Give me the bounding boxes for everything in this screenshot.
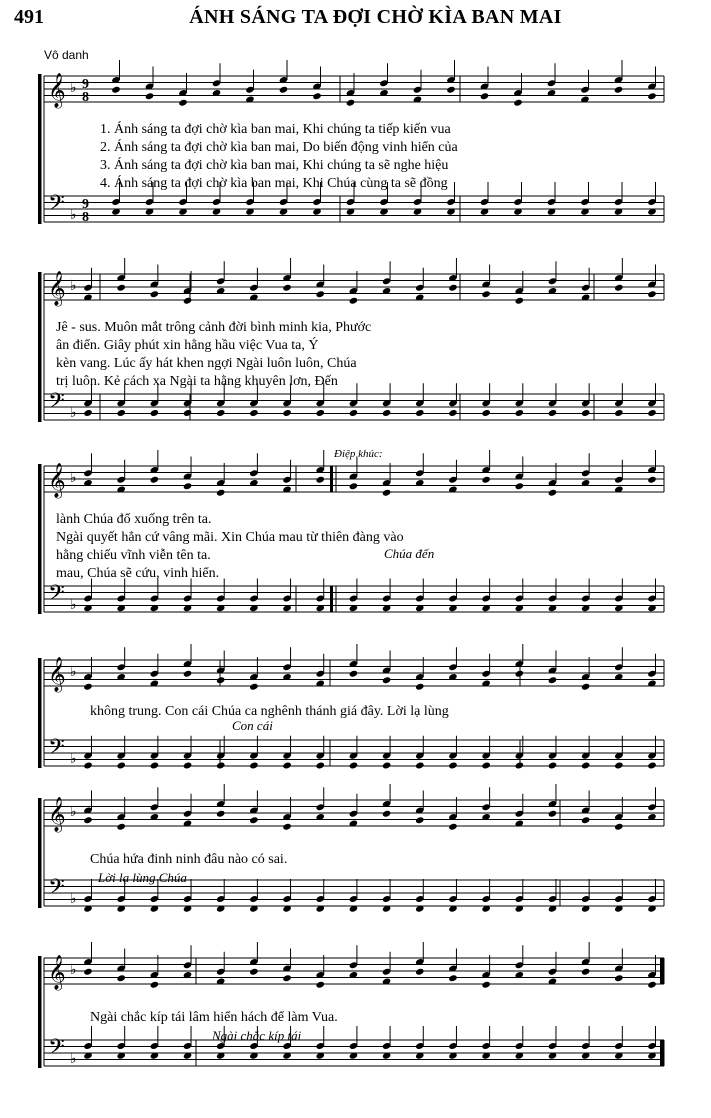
note-head (249, 409, 258, 417)
note-head (183, 297, 192, 305)
note-head (481, 762, 490, 770)
note-head (581, 968, 590, 976)
note-head (312, 92, 321, 100)
note-head (183, 762, 192, 770)
note-head (415, 762, 424, 770)
note-head (382, 810, 391, 818)
note-head (614, 974, 623, 982)
note-head (614, 823, 623, 831)
flat-key-signature: ♭ (70, 597, 77, 613)
note-head (481, 476, 490, 484)
lyric-refrain: Ngài chắc kíp tái lâm hiển hách để làm Vua. (90, 1010, 338, 1025)
system-bracket (38, 658, 42, 768)
note-head (481, 290, 490, 298)
note-head (116, 409, 125, 417)
lyric-verse-4: 4. Ánh sáng ta đợi chờ kìa ban mai, Khi Chúa cùng ta sẽ đồng (100, 176, 448, 191)
final-barline (660, 958, 664, 984)
note-head (216, 810, 225, 818)
note-head (83, 762, 92, 770)
note-head (145, 92, 154, 100)
note-head (282, 284, 291, 292)
system-bracket (38, 464, 42, 614)
note-head (150, 981, 159, 989)
treble-clef: 𝄞 (48, 955, 66, 990)
bass-cue-lyric: Con cái (232, 718, 273, 733)
treble-clef: 𝄞 (48, 657, 66, 692)
note-head (316, 981, 325, 989)
note-head (316, 290, 325, 298)
note-head (647, 981, 656, 989)
note-head (446, 86, 455, 94)
note-head (83, 968, 92, 976)
flat-key-signature: ♭ (70, 751, 77, 767)
lyric-verse-3: hằng chiếu vĩnh viễn tên ta. (56, 548, 211, 563)
note-head (515, 409, 524, 417)
note-head (346, 99, 355, 107)
note-head (515, 482, 524, 490)
note-head (415, 968, 424, 976)
note-head (349, 297, 358, 305)
note-head (647, 92, 656, 100)
bass-cue-lyric: Lời lạ lùng Chúa (98, 870, 187, 885)
composer-credit: Vô danh (44, 48, 89, 62)
bass-cue-lyric: Ngài chắc kíp tái (212, 1028, 302, 1043)
note-head (515, 670, 524, 678)
note-head (614, 284, 623, 292)
note-head (249, 968, 258, 976)
note-head (481, 981, 490, 989)
lyric-verse-1: 1. Ánh sáng ta đợi chờ kìa ban mai, Khi chúng ta tiếp kiến vua (100, 122, 451, 137)
treble-clef: 𝄞 (48, 797, 66, 832)
note-head (581, 683, 590, 691)
note-head (150, 476, 159, 484)
note-head (614, 86, 623, 94)
lyric-verse-2: ân điển. Giây phút xin hằng hầu việc Vua ta, Ý (56, 338, 319, 353)
flat-key-signature: ♭ (70, 470, 77, 486)
treble-clef: 𝄞 (48, 463, 66, 498)
hymn-title: ÁNH SÁNG TA ĐỢI CHỜ KÌA BAN MAI (189, 6, 562, 28)
lyric-verse-1: Jê - sus. Muôn mắt trông cảnh đời bình minh kia, Phước (56, 320, 372, 335)
note-head (349, 670, 358, 678)
lyric-verse-4: trị luôn. Kẻ cách xa Ngài ta hằng khuyên lơn, Đến (56, 374, 338, 389)
lyric-verse-3: kèn vang. Lúc ấy hát khen ngợi Ngài luôn luôn, Chúa (56, 356, 357, 371)
section-double-barline (330, 586, 333, 612)
note-head (614, 409, 623, 417)
flat-key-signature: ♭ (70, 962, 77, 978)
flat-key-signature: ♭ (70, 891, 77, 907)
note-head (150, 290, 159, 298)
flat-key-signature: ♭ (70, 664, 77, 680)
system-bracket (38, 74, 42, 224)
note-head (415, 683, 424, 691)
note-head (249, 816, 258, 824)
note-head (282, 974, 291, 982)
note-head (448, 823, 457, 831)
note-head (111, 86, 120, 94)
note-head (183, 409, 192, 417)
flat-key-signature: ♭ (70, 804, 77, 820)
flat-key-signature: ♭ (70, 1051, 77, 1067)
system-bracket (38, 798, 42, 908)
note-head (282, 823, 291, 831)
bass-clef: 𝄢 (48, 581, 65, 611)
note-head (513, 99, 522, 107)
time-signature-digit: 9 (82, 77, 89, 92)
note-head (178, 99, 187, 107)
note-head (382, 489, 391, 497)
note-head (183, 670, 192, 678)
note-head (515, 297, 524, 305)
note-head (216, 489, 225, 497)
note-head (581, 409, 590, 417)
flat-key-signature: ♭ (70, 80, 77, 96)
refrain-label: Điệp khúc: (334, 448, 383, 460)
note-head (249, 683, 258, 691)
note-head (548, 810, 557, 818)
note-head (548, 409, 557, 417)
note-head (279, 86, 288, 94)
note-head (448, 974, 457, 982)
note-head (282, 409, 291, 417)
note-head (183, 482, 192, 490)
note-head (282, 762, 291, 770)
note-head (349, 409, 358, 417)
alto-cue-lyric: Chúa đến (384, 546, 435, 561)
note-head (116, 762, 125, 770)
note-head (647, 476, 656, 484)
final-barline (660, 1040, 664, 1066)
note-head (150, 409, 159, 417)
bass-clef: 𝄢 (48, 735, 65, 765)
note-head (349, 762, 358, 770)
note-head (216, 676, 225, 684)
note-head (116, 823, 125, 831)
note-head (216, 762, 225, 770)
lyric-verse-1: lành Chúa đổ xuống trên ta. (56, 512, 212, 527)
note-head (83, 683, 92, 691)
note-head (316, 762, 325, 770)
bass-clef: 𝄢 (48, 389, 65, 419)
section-double-barline (330, 466, 333, 492)
lyric-refrain: không trung. Con cái Chúa ca nghênh thánh giá đây. Lời lạ lùng (90, 704, 449, 719)
note-head (548, 762, 557, 770)
note-head (647, 290, 656, 298)
lyric-verse-2: Ngài quyết hẳn cứ vâng mãi. Xin Chúa mau từ thiên đàng vào (56, 530, 404, 545)
bass-clef: 𝄢 (48, 875, 65, 905)
note-head (216, 409, 225, 417)
note-head (83, 816, 92, 824)
system-bracket (38, 272, 42, 422)
lyric-refrain: Chúa hứa đinh ninh đâu nào có sai. (90, 852, 288, 867)
note-head (316, 409, 325, 417)
note-head (83, 409, 92, 417)
note-head (515, 762, 524, 770)
note-head (548, 489, 557, 497)
lyric-verse-2: 2. Ánh sáng ta đợi chờ kìa ban mai, Do biến động vinh hiển của (100, 140, 458, 155)
flat-key-signature: ♭ (70, 405, 77, 421)
system-bracket (38, 956, 42, 1068)
note-head (349, 482, 358, 490)
note-head (581, 762, 590, 770)
note-head (316, 476, 325, 484)
note-head (150, 762, 159, 770)
note-head (448, 409, 457, 417)
treble-clef: 𝄞 (48, 271, 66, 306)
note-head (249, 762, 258, 770)
note-head (415, 816, 424, 824)
flat-key-signature: ♭ (70, 207, 77, 223)
note-head (448, 762, 457, 770)
treble-clef: 𝄞 (48, 73, 66, 108)
note-head (116, 284, 125, 292)
note-head (382, 762, 391, 770)
note-head (481, 409, 490, 417)
lyric-verse-3: 3. Ánh sáng ta đợi chờ kìa ban mai, Khi chúng ta sẽ nghe hiệu (100, 158, 449, 173)
note-head (548, 676, 557, 684)
note-head (647, 762, 656, 770)
note-head (480, 92, 489, 100)
time-signature-digit: 8 (82, 90, 89, 105)
lyric-verse-4: mau, Chúa sẽ cứu, vinh hiển. (56, 566, 220, 581)
bass-clef: 𝄢 (48, 1035, 65, 1065)
note-head (614, 762, 623, 770)
time-signature-digit: 8 (82, 210, 89, 225)
bass-clef: 𝄢 (48, 191, 65, 221)
note-head (415, 409, 424, 417)
hymn-number: 491 (14, 6, 44, 28)
note-head (382, 676, 391, 684)
note-head (448, 284, 457, 292)
note-head (116, 974, 125, 982)
note-head (647, 409, 656, 417)
note-head (581, 816, 590, 824)
flat-key-signature: ♭ (70, 278, 77, 294)
note-head (382, 409, 391, 417)
time-signature-digit: 9 (82, 197, 89, 212)
